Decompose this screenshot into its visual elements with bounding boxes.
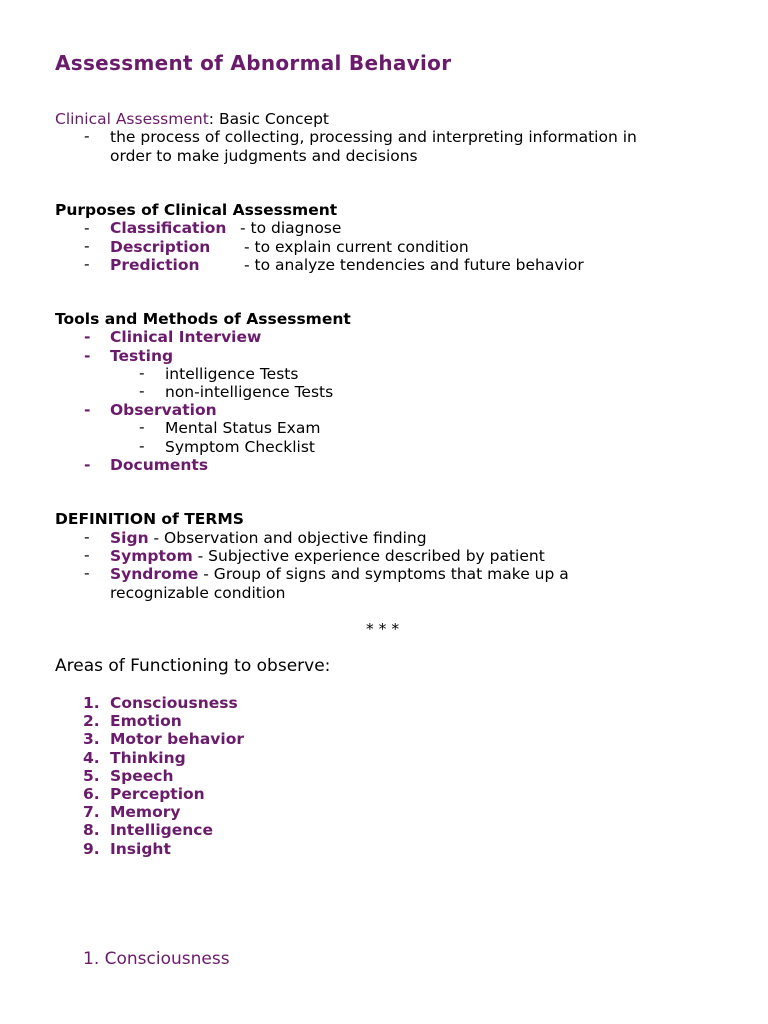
area-number: 1. [83, 694, 100, 712]
definition-line [110, 567, 569, 583]
area-item: Speech [110, 767, 174, 785]
tool-subitem: Mental Status Exam [165, 419, 321, 437]
area-item: Consciousness [110, 694, 238, 712]
area-number: 5. [83, 767, 100, 785]
section-number: 1. [83, 949, 100, 969]
area-number: 3. [83, 730, 100, 748]
definition-line [110, 549, 545, 565]
area-item: Perception [110, 785, 205, 803]
bullet-dash: - [84, 219, 90, 237]
purpose-desc: - to explain current condition [244, 238, 469, 256]
area-item: Emotion [110, 712, 182, 730]
area-item: Memory [110, 803, 181, 821]
tool-item: Clinical Interview [110, 328, 262, 346]
purpose-term: Description [110, 238, 211, 256]
tools-heading: Tools and Methods of Assessment [55, 310, 351, 328]
area-number: 2. [83, 712, 100, 730]
tool-subitem: intelligence Tests [165, 365, 299, 383]
purpose-desc: - to diagnose [240, 219, 342, 237]
definition-desc: - Observation and objective finding [148, 529, 427, 547]
purpose-term: Prediction [110, 256, 200, 274]
bullet-dash: - [84, 255, 90, 273]
basic-concept-suffix: : Basic Concept [208, 110, 330, 128]
bullet-dash: - [84, 546, 90, 564]
basic-concept-line-1: the process of collecting, processing and interpreting information in [110, 128, 637, 146]
bullet-dash: - [139, 364, 145, 382]
bullet-dash: - [84, 237, 90, 255]
tool-item: Observation [110, 401, 217, 419]
bullet-dash: - [84, 127, 90, 145]
definition-term: Symptom [110, 547, 193, 565]
area-item: Insight [110, 840, 171, 858]
tool-subitem: non-intelligence Tests [165, 383, 334, 401]
bullet-dash: - [84, 328, 91, 346]
bullet-dash: - [84, 401, 91, 419]
basic-concept-heading [55, 112, 329, 128]
page-title: Assessment of Abnormal Behavior [55, 51, 452, 75]
basic-concept-line-2: order to make judgments and decisions [110, 147, 418, 165]
area-number: 7. [83, 803, 100, 821]
area-number: 4. [83, 749, 100, 767]
bullet-dash: - [84, 456, 91, 474]
definitions-heading: DEFINITION of TERMS [55, 510, 244, 528]
tool-subitem: Symptom Checklist [165, 438, 315, 456]
area-number: 8. [83, 821, 100, 839]
bullet-dash: - [139, 437, 145, 455]
purpose-desc: - to analyze tendencies and future behavior [244, 256, 584, 274]
definition-line [110, 531, 427, 547]
section-heading [83, 951, 230, 968]
definition-continuation: recognizable condition [110, 584, 286, 602]
tool-item: Testing [110, 347, 174, 365]
area-item: Thinking [110, 749, 186, 767]
definition-desc: - Group of signs and symptoms that make up a [198, 565, 569, 583]
area-number: 9. [83, 840, 100, 858]
bullet-dash: - [84, 528, 90, 546]
bullet-dash: - [139, 382, 145, 400]
area-number: 6. [83, 785, 100, 803]
definition-desc: - Subjective experience described by patient [192, 547, 545, 565]
purpose-term: Classification [110, 219, 227, 237]
bullet-dash: - [84, 347, 91, 365]
section-separator: * * * [366, 620, 400, 638]
area-item: Intelligence [110, 821, 214, 839]
purposes-heading: Purposes of Clinical Assessment [55, 201, 338, 219]
definition-term: Syndrome [110, 565, 199, 583]
definition-term: Sign [110, 529, 149, 547]
tool-item: Documents [110, 456, 209, 474]
section-title: Consciousness [104, 949, 230, 969]
areas-heading: Areas of Functioning to observe: [55, 656, 331, 676]
bullet-dash: - [84, 564, 90, 582]
area-item: Motor behavior [110, 730, 244, 748]
bullet-dash: - [139, 418, 145, 436]
basic-concept-label: Clinical Assessment [55, 110, 209, 128]
